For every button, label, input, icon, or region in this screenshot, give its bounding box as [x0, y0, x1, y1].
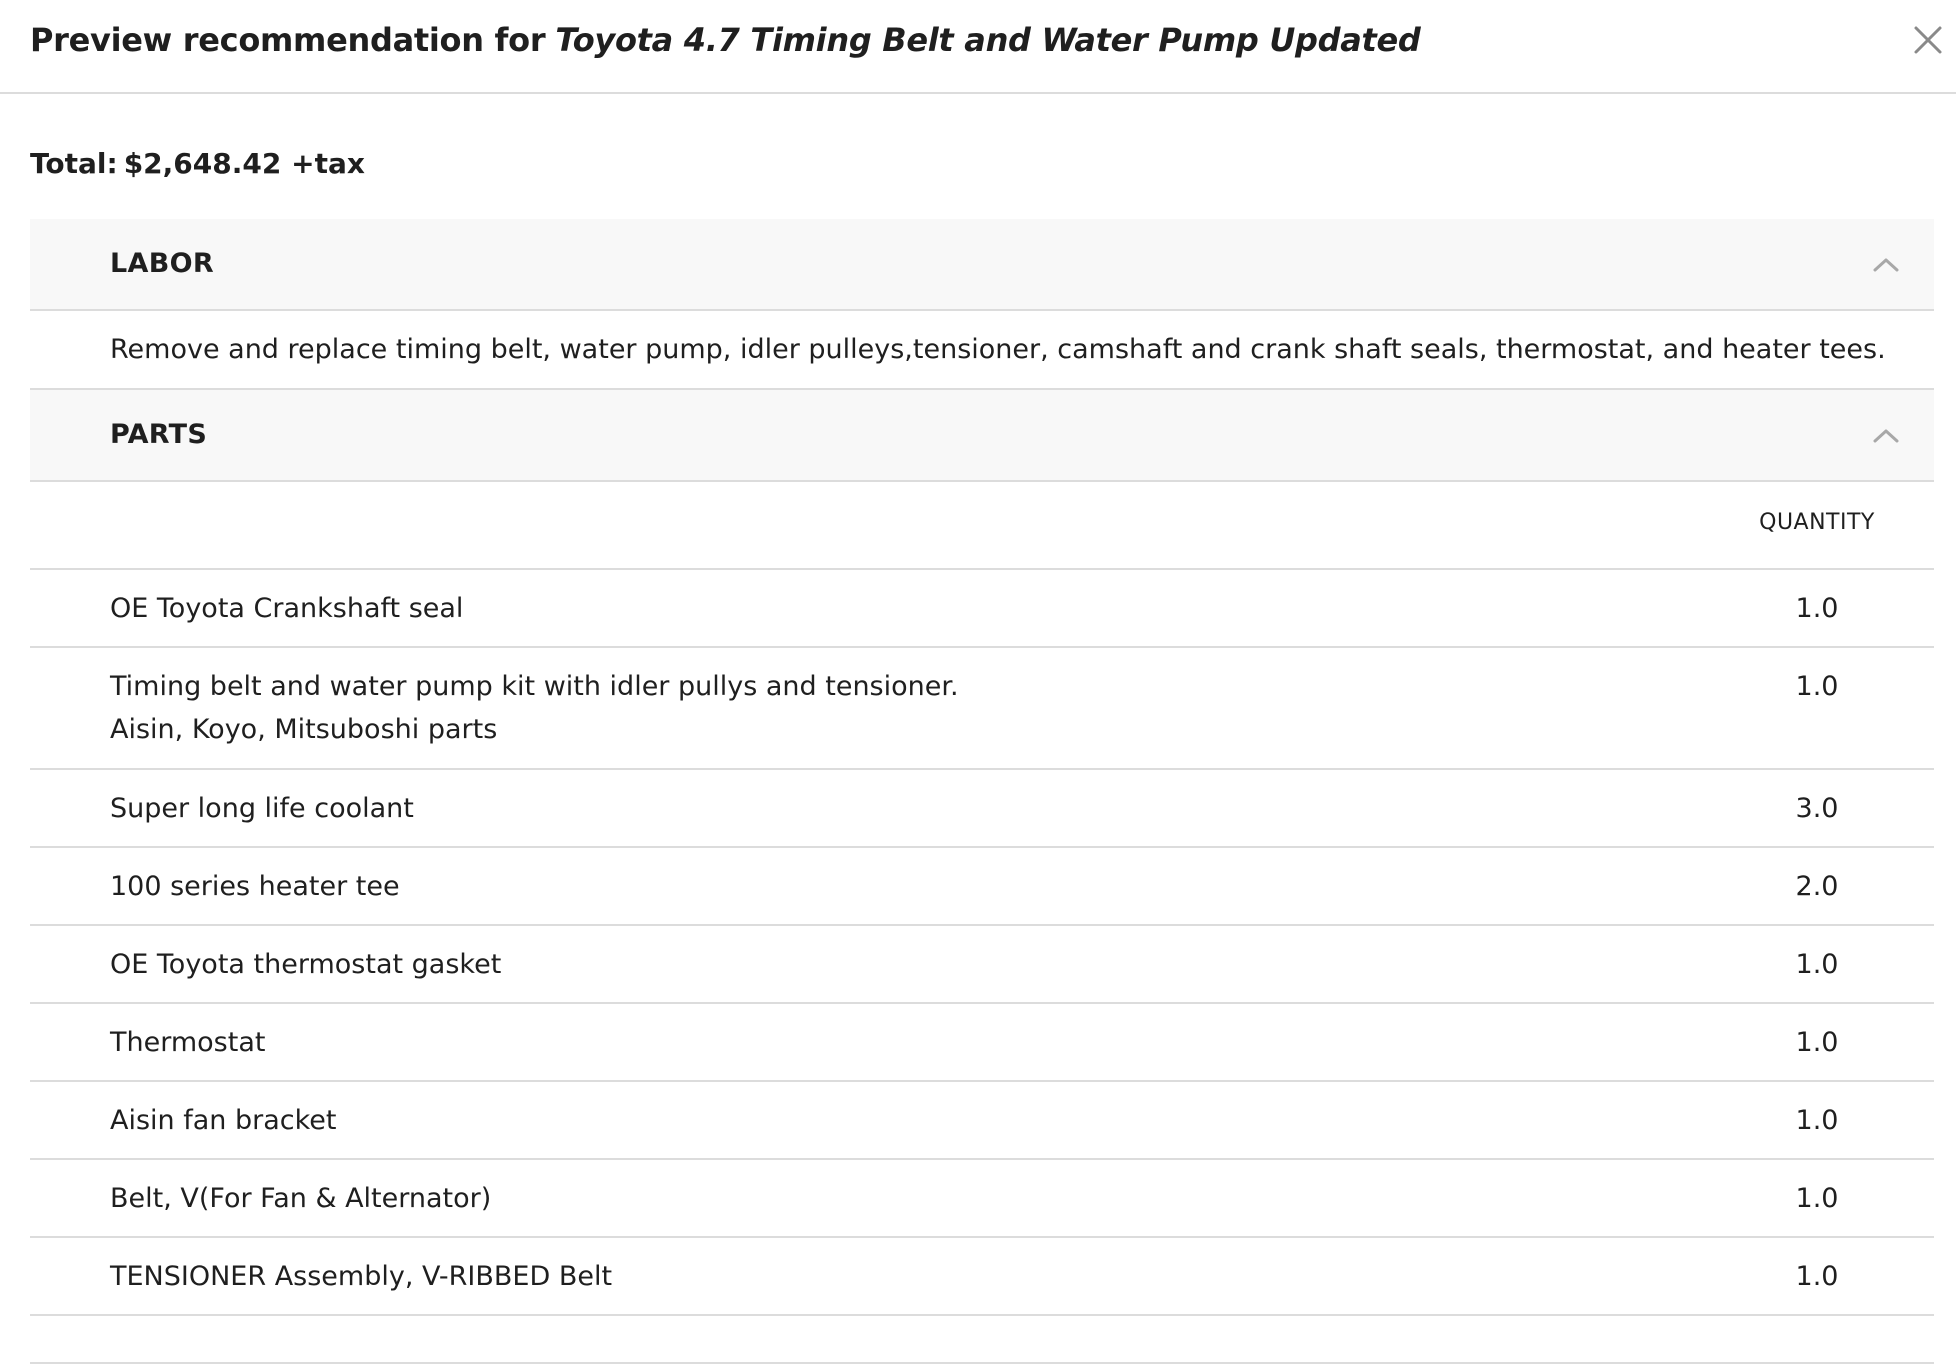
- close-button[interactable]: [1908, 18, 1948, 62]
- part-name: Aisin fan bracket: [110, 1105, 337, 1136]
- table-row: [30, 1160, 1934, 1238]
- part-quantity: 3.0: [1795, 793, 1839, 824]
- table-row: [30, 570, 1934, 648]
- table-row: [30, 1238, 1934, 1316]
- total-label: Total:: [30, 147, 118, 180]
- modal-header: [0, 0, 1956, 94]
- part-name: 100 series heater tee: [110, 871, 400, 902]
- part-name: OE Toyota thermostat gasket: [110, 949, 502, 980]
- part-quantity: 1.0: [1795, 1027, 1839, 1058]
- part-name: Timing belt and water pump kit with idler pullys and tensioner.: [110, 671, 959, 702]
- part-quantity: 1.0: [1795, 671, 1839, 702]
- part-quantity: 1.0: [1795, 593, 1839, 624]
- part-name: Belt, V(For Fan & Alternator): [110, 1183, 492, 1214]
- part-quantity: 1.0: [1795, 1261, 1839, 1292]
- table-row: [30, 926, 1934, 1004]
- divider: [30, 1362, 1934, 1364]
- part-name: Thermostat: [110, 1027, 266, 1058]
- parts-section-title: PARTS: [110, 419, 208, 450]
- part-quantity: 1.0: [1795, 949, 1839, 980]
- parts-table-header: [30, 482, 1934, 570]
- labor-section-header[interactable]: [30, 219, 1934, 311]
- parts-section-header[interactable]: [30, 390, 1934, 482]
- table-row: [30, 848, 1934, 926]
- part-name-detail: Aisin, Koyo, Mitsuboshi parts: [110, 714, 498, 745]
- recommendation-name: Toyota 4.7 Timing Belt and Water Pump Updated: [555, 21, 1421, 59]
- labor-description: Remove and replace timing belt, water pump, idler pulleys,tensioner, camshaft and crank shaft seals, thermostat, and heater tees.: [110, 334, 1886, 365]
- part-quantity: 2.0: [1795, 871, 1839, 902]
- table-row: [30, 648, 1934, 770]
- table-row: [30, 770, 1934, 848]
- quantity-column-header: QUANTITY: [1759, 510, 1875, 535]
- chevron-up-icon[interactable]: [1870, 249, 1902, 281]
- part-quantity: 1.0: [1795, 1183, 1839, 1214]
- parts-table: [30, 482, 1934, 1316]
- part-name: Super long life coolant: [110, 793, 414, 824]
- table-row: [30, 1082, 1934, 1160]
- modal-title-prefix: Preview recommendation for: [30, 21, 546, 59]
- part-quantity: 1.0: [1795, 1105, 1839, 1136]
- close-icon: [1908, 18, 1948, 62]
- part-name: TENSIONER Assembly, V-RIBBED Belt: [110, 1261, 613, 1292]
- chevron-up-icon[interactable]: [1870, 420, 1902, 452]
- total-amount: $2,648.42 +tax: [123, 147, 365, 180]
- table-row: [30, 1004, 1934, 1082]
- part-name: OE Toyota Crankshaft seal: [110, 593, 464, 624]
- total-summary: [30, 144, 365, 184]
- labor-section-title: LABOR: [110, 248, 214, 279]
- modal-title: [30, 18, 1421, 62]
